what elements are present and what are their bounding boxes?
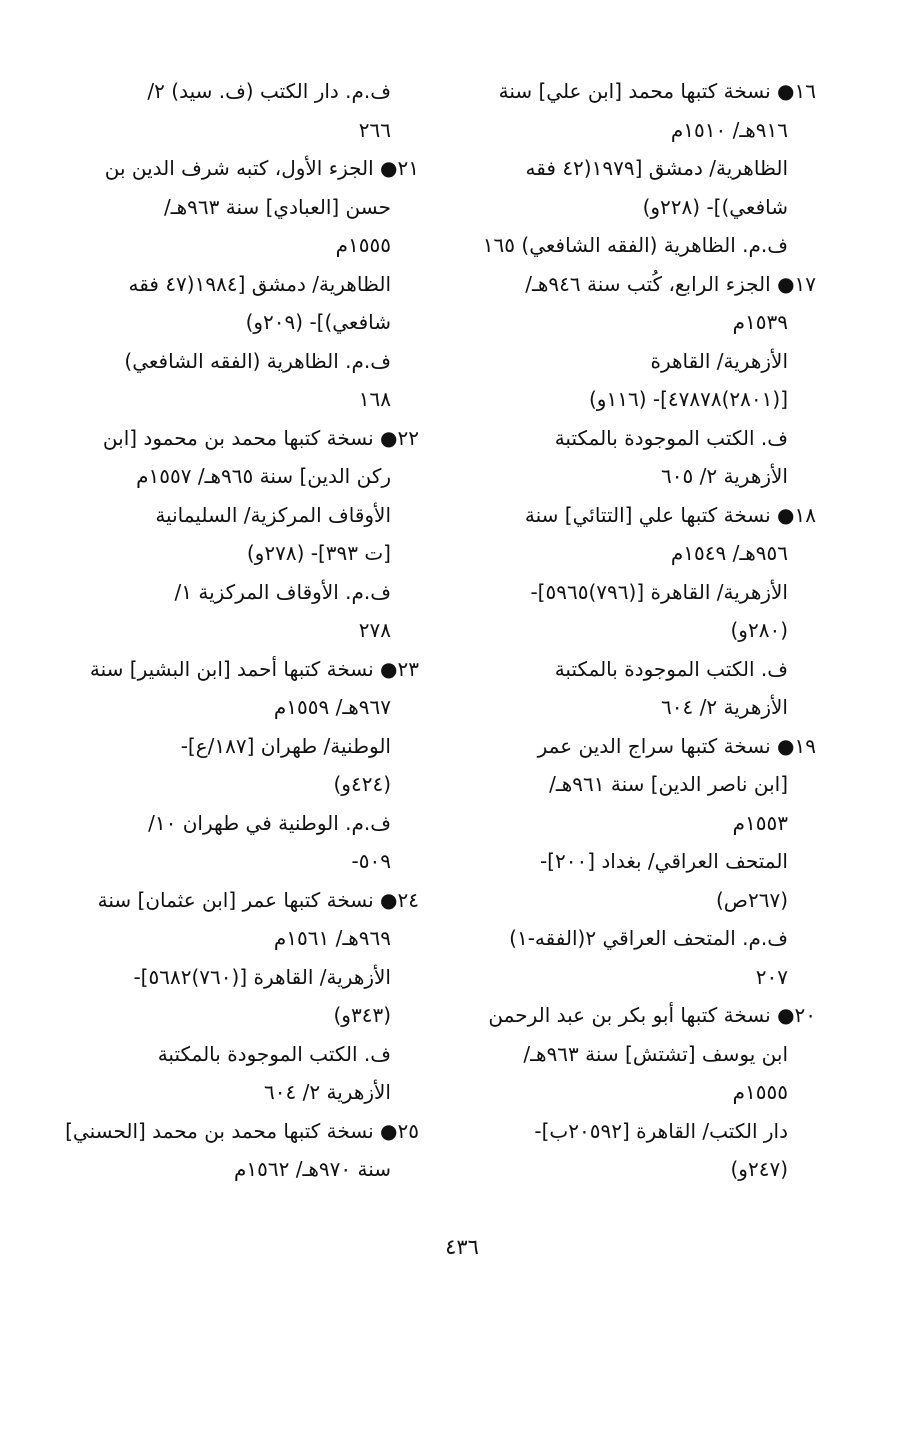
entry-23 [89, 650, 419, 881]
entry-20-continued [89, 72, 419, 149]
entry-line: الوطنية/ طهران [١٨٧/ع]- [180, 733, 391, 758]
entry-line: ف. الكتب الموجودة بالمكتبة [554, 656, 788, 681]
entry-line: الأزهرية ٢/ ٦٠٤ [264, 1080, 391, 1104]
entry-18 [471, 496, 816, 727]
entry-19 [471, 727, 816, 997]
entry-line: ٩١٦هـ/ ١٥١٠م [670, 117, 788, 142]
entry-line: ٢٠● نسخة كتبها أبو بكر بن عبد الرحمن [488, 1003, 816, 1027]
entry-line: ف. الكتب الموجودة بالمكتبة [157, 1041, 391, 1066]
entry-line: ١٥٥٥م [732, 1080, 788, 1104]
entry-line: (٢٤٧و) [730, 1157, 788, 1181]
entry-line: ٢٣● نسخة كتبها أحمد [ابن البشير] سنة [89, 656, 419, 681]
entry-line: ف.م. الظاهرية (الفقه الشافعي) ١٦٥ [482, 233, 788, 257]
entry-line: ١٦٨ [358, 387, 391, 411]
entry-line: (٢٨٠و) [730, 618, 788, 642]
entry-line: ف.م. دار الكتب (ف. سيد) ٢/ [147, 79, 391, 103]
entry-line: ٢٤● نسخة كتبها عمر [ابن عثمان] سنة [97, 887, 419, 912]
entry-line: ١٩● نسخة كتبها سراج الدين عمر [537, 733, 816, 758]
entry-line: ركن الدين] سنة ٩٦٥هـ/ ١٥٥٧م [136, 464, 391, 488]
entry-line: الأزهرية/ القاهرة [(٧٩٦)٥٩٦٥]- [530, 579, 788, 604]
entry-line: ١٨● نسخة كتبها علي [التتائي] سنة [524, 502, 816, 527]
entry-line: ٢٧٨ [358, 618, 391, 642]
entry-line: الظاهرية/ دمشق [١٩٧٩(٤٢ فقه [525, 156, 788, 180]
entry-line: [ت ٣٩٣]- (٢٧٨و) [246, 541, 391, 565]
entry-line: (٢٦٧ص) [715, 887, 788, 912]
entry-line: ف.م. الوطنية في طهران ١٠/ [148, 810, 391, 835]
entry-25 [65, 1112, 419, 1189]
entry-line: ابن يوسف [تشتش] سنة ٩٦٣هـ/ [523, 1041, 788, 1066]
entry-line: ٥٠٩- [351, 849, 391, 873]
entry-line: دار الكتب/ القاهرة [٢٠٥٩٢ب]- [534, 1118, 788, 1143]
entry-line: الأزهرية ٢/ ٦٠٤ [661, 695, 788, 719]
entry-line: ف. الكتب الموجودة بالمكتبة [554, 425, 788, 450]
entry-line: [ابن ناصر الدين] سنة ٩٦١هـ/ [549, 772, 788, 796]
entry-line: [(٢٨٠١)٤٧٨٧٨]- (١١٦و) [589, 387, 788, 411]
entry-line: الأزهرية ٢/ ٦٠٥ [661, 464, 788, 488]
entry-line: ٢٥● نسخة كتبها محمد بن محمد [الحسني] [65, 1118, 419, 1143]
entry-line: ٩٥٦هـ/ ١٥٤٩م [670, 541, 788, 565]
entry-line: حسن [العبادي] سنة ٩٦٣هـ/ [163, 194, 391, 219]
entry-21 [89, 149, 419, 419]
entry-line: ١٧● الجزء الرابع، كُتب سنة ٩٤٦هـ/ [525, 271, 816, 296]
entry-line: ١٥٥٥م [335, 233, 391, 257]
entry-line: شافعي)]- (٢٠٩و) [245, 310, 391, 334]
entry-20 [471, 996, 816, 1189]
entry-line: ٢٠٧ [755, 964, 788, 989]
entry-line: الأوقاف المركزية/ السليمانية [155, 502, 391, 527]
entry-line: ١٥٣٩م [732, 310, 788, 334]
entry-line: ١٦● نسخة كتبها محمد [ابن علي] سنة [498, 79, 816, 103]
entry-line: ٩٦٧هـ/ ١٥٥٩م [273, 695, 391, 719]
entry-16 [471, 72, 816, 265]
page-number: ٤٣٦ [445, 1235, 479, 1259]
entry-line: ف.م. الظاهرية (الفقه الشافعي) [124, 348, 391, 373]
right-column [471, 72, 816, 1189]
entry-17 [471, 265, 816, 496]
entry-line: الأزهرية/ القاهرة [(٧٦٠)٥٦٨٢]- [133, 964, 391, 989]
entry-line: الأزهرية/ القاهرة [650, 348, 788, 373]
entry-line: ٢١● الجزء الأول، كتبه شرف الدين بن [104, 156, 419, 180]
entry-line: ٢٢● نسخة كتبها محمد بن محمود [ابن [102, 425, 419, 450]
entry-line: ٩٦٩هـ/ ١٥٦١م [273, 926, 391, 950]
entry-line: سنة ٩٧٠هـ/ ١٥٦٢م [234, 1157, 391, 1181]
entry-line: ف.م. المتحف العراقي ٢(الفقه-١) [509, 926, 788, 950]
entry-24 [89, 881, 419, 1112]
entry-22 [89, 419, 419, 650]
entry-line: شافعي)]- (٢٢٨و) [642, 194, 788, 219]
entry-line: (٣٤٣و) [333, 1003, 391, 1027]
entry-line: (٤٢٤و) [333, 772, 391, 796]
entry-line: الظاهرية/ دمشق [١٩٨٤(٤٧ فقه [128, 271, 391, 296]
entry-line: ١٥٥٣م [732, 810, 788, 835]
left-column [65, 72, 419, 1189]
entry-line: ف.م. الأوقاف المركزية ١/ [174, 579, 391, 604]
entry-line: المتحف العراقي/ بغداد [٢٠٠]- [539, 849, 788, 873]
entry-line: ٢٦٦ [358, 117, 391, 142]
